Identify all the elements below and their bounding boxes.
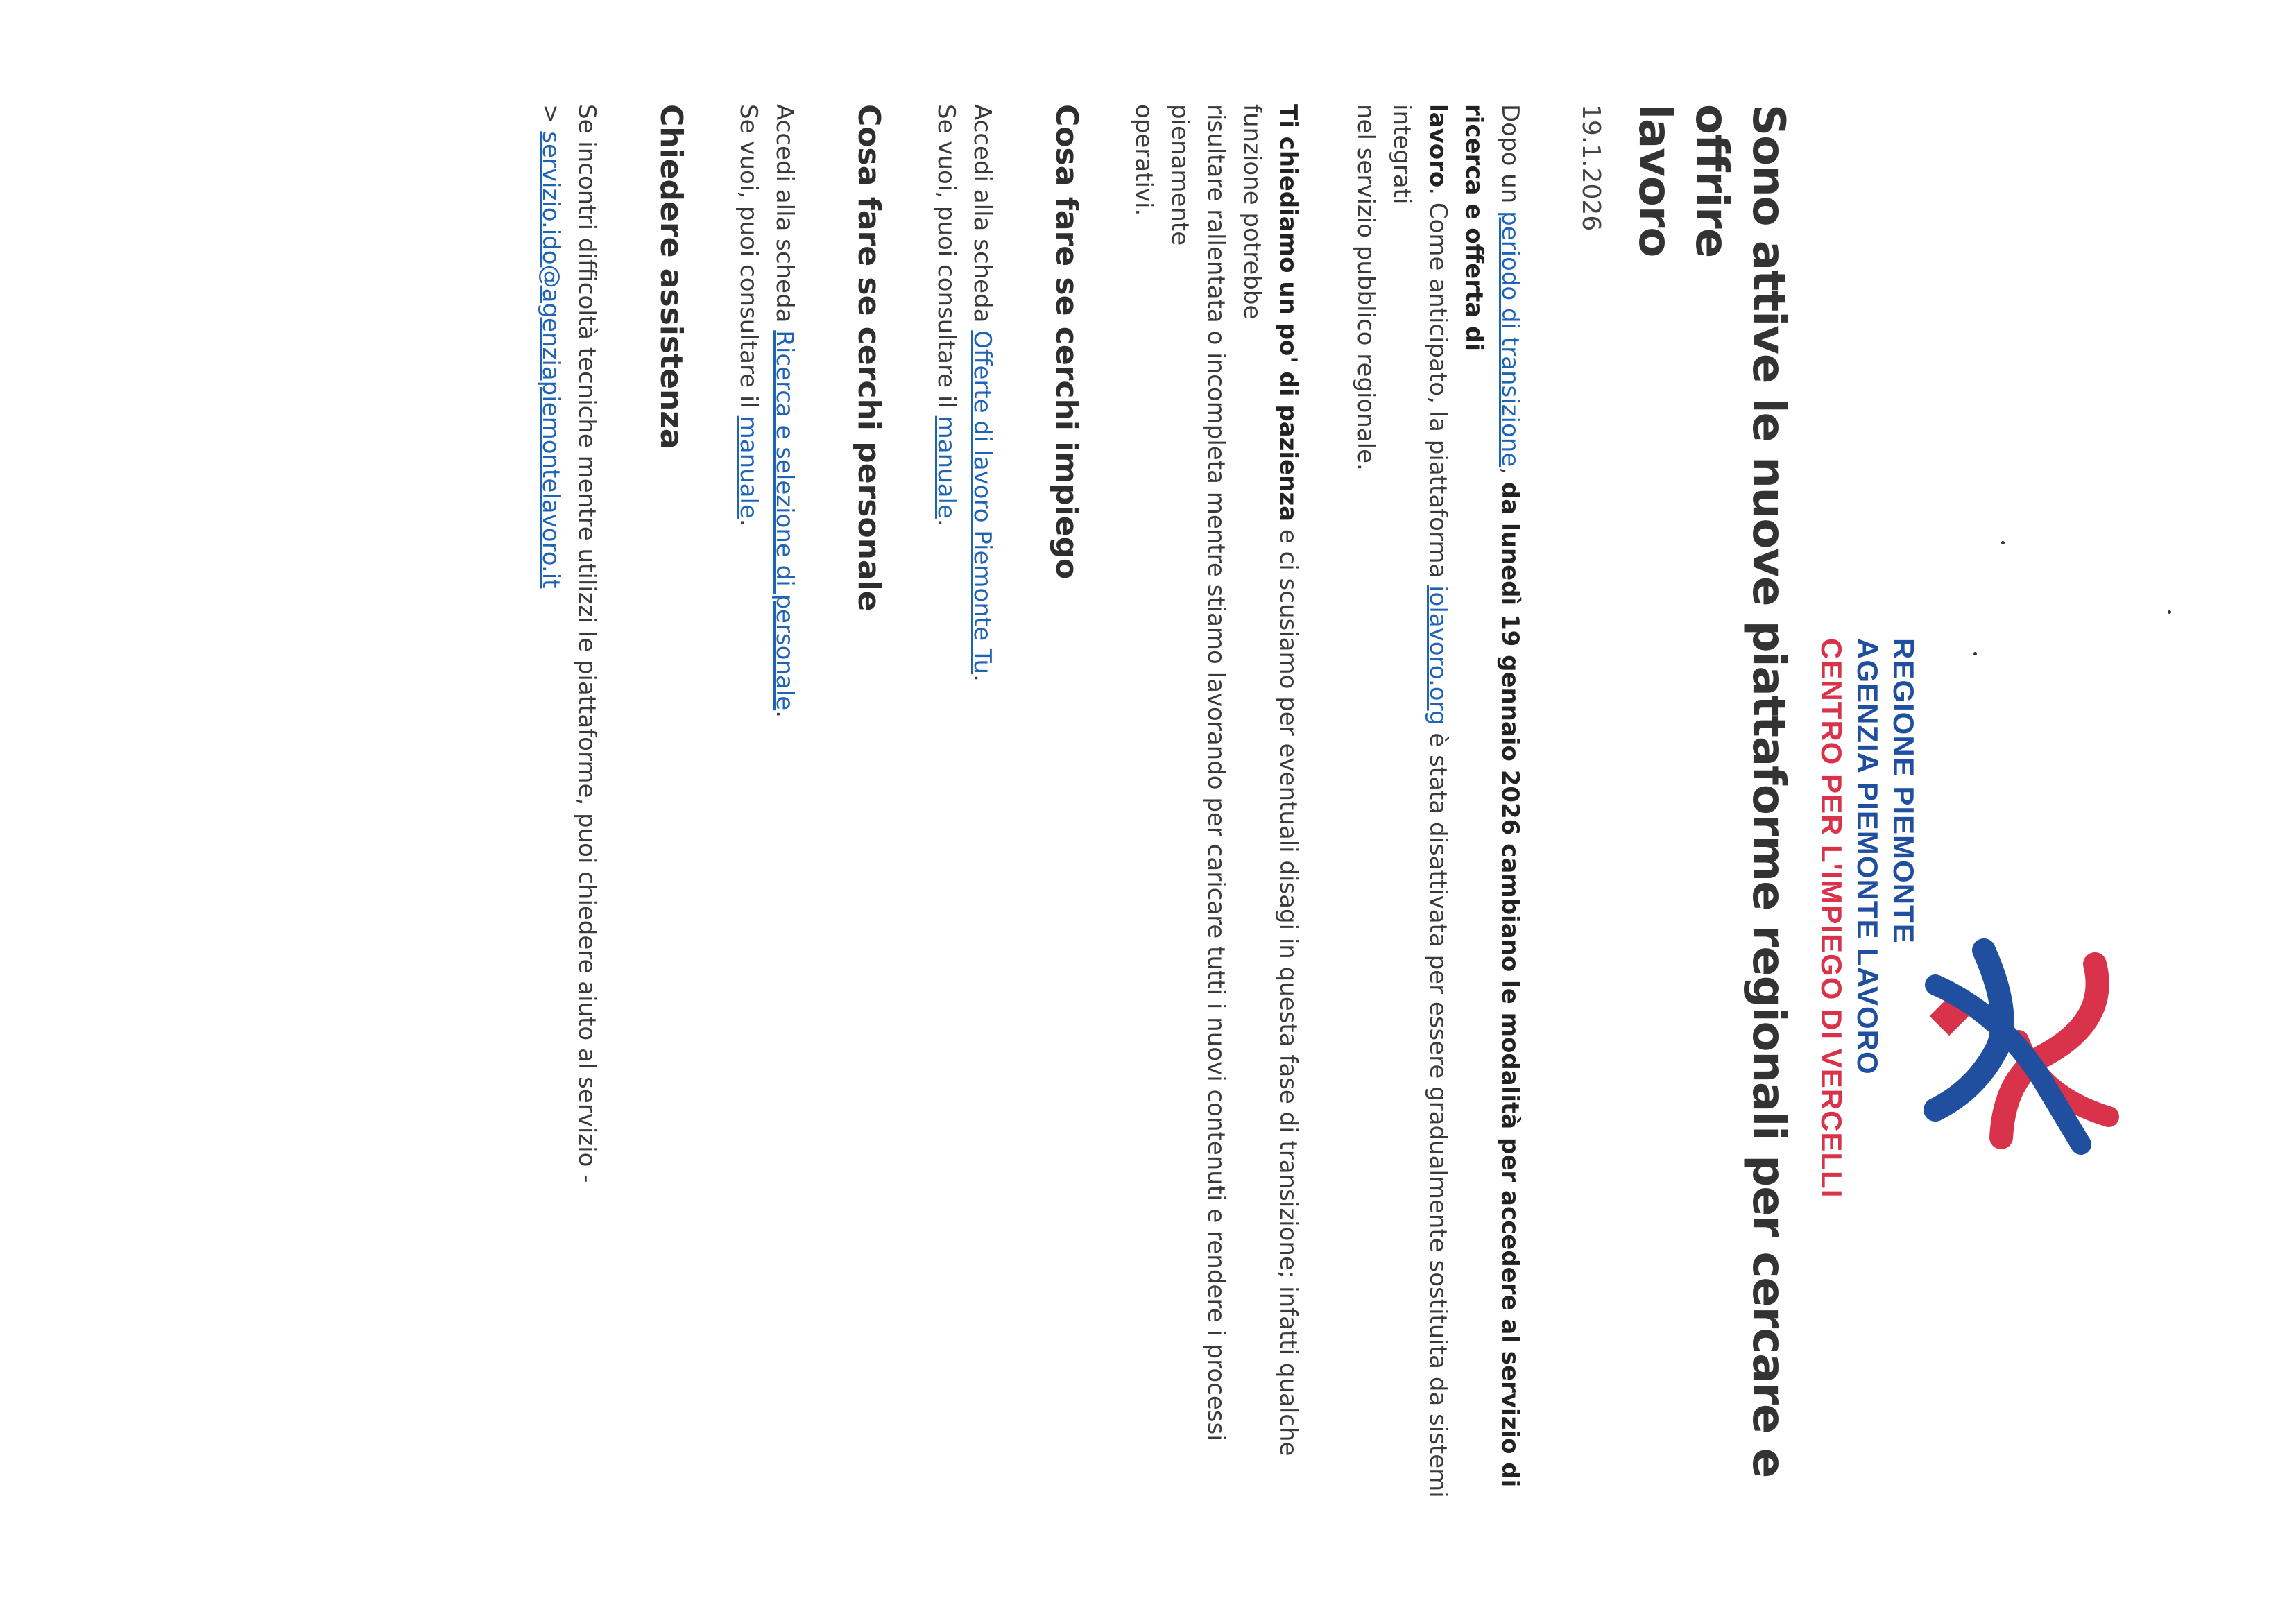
scan-speck (1973, 652, 1977, 655)
job-manual-link[interactable]: manuale (932, 415, 960, 519)
intro-line-3: nel servizio pubblico regionale. (1352, 104, 1380, 471)
job-text: . (932, 518, 960, 526)
section-heading-job-seekers: Cosa fare se cerchi impiego (1049, 104, 1084, 580)
publication-date: 19.1.2026 (1577, 104, 1605, 232)
job-line-1 (964, 104, 1000, 1547)
section-employers (730, 104, 803, 1547)
intro-text: . Come anticipato, la piattaforma (1424, 187, 1452, 586)
patience-bold-text: Ti chiediamo un po' di pazienza (1274, 104, 1302, 522)
job-text: . (968, 674, 996, 682)
intro-text: , (1496, 467, 1524, 482)
section-heading-employers: Cosa fare se cerchi personale (851, 104, 886, 612)
help-text: > (537, 104, 565, 132)
intro-text: Dopo un (1496, 104, 1524, 212)
staff-text: Se vuoi, puoi consultare il (735, 104, 762, 416)
job-text: Accedi alla scheda (968, 104, 996, 331)
intro-line-1 (1456, 104, 1528, 1547)
intro-bold-text: da lunedì 19 gennaio 2026 cambiano le modalità per accedere al servizio di ricerca e offerta di (1460, 104, 1524, 1488)
logo-line-agency: AGENZIA PIEMONTE LAVORO (1851, 638, 1884, 1075)
staff-text: . (735, 518, 762, 526)
recruitment-link[interactable]: Ricerca e selezione di personale (771, 330, 798, 711)
job-offers-link[interactable]: Offerte di lavoro Piemonte Tu (968, 330, 996, 675)
section-assistance (533, 104, 605, 1547)
staff-line-1 (766, 104, 803, 1547)
intro-line-2 (1384, 104, 1456, 1547)
help-line-2 (533, 104, 569, 1547)
staff-line-2 (730, 104, 766, 1547)
agency-logo (1815, 638, 2123, 1526)
agency-logo-mark-icon (1921, 936, 2123, 1158)
page-title-line-1: Sono attive le nuove piattaforme regionali per cercare e offrire (1686, 104, 1794, 1478)
intro-text: è stata disattivata per essere gradualmente sostituita da sistemi integrati (1388, 104, 1452, 1498)
intro-paragraph (1348, 104, 1528, 1547)
logo-line-region: REGIONE PIEMONTE (1887, 638, 1920, 944)
section-heading-assistance: Chiedere assistenza (653, 104, 689, 449)
staff-text: . (771, 710, 798, 719)
support-email-link[interactable]: servizio.ido@agenziapiemontelavoro.it (537, 131, 565, 589)
scan-speck (2168, 610, 2171, 614)
agency-logo-text (1813, 638, 1921, 1457)
help-line-1: Se incontri difficoltà tecniche mentre utilizzi le piattaforme, puoi chiedere aiuto al servizio - (573, 104, 601, 1183)
iolavoro-link[interactable]: iolavoro.org (1424, 585, 1452, 725)
transition-period-link[interactable]: periodo di transizione (1496, 211, 1524, 467)
logo-line-center: CENTRO PER L'IMPIEGO DI VERCELLI (1815, 638, 1848, 1199)
scan-speck (2001, 541, 2005, 544)
page-title-line-2: lavoro (1629, 104, 1680, 257)
patience-text: e ci scusiamo per eventuali disagi in questa fase di transizione; infatti qualche funzione potrebbe (1238, 104, 1302, 1457)
section-job-seekers (928, 104, 1000, 1547)
patience-line-2: risultare rallentata o incompleta mentre stiamo lavorando per caricare tutti i nuovi contenuti e rendere i processi pienamente (1166, 104, 1230, 1441)
staff-manual-link[interactable]: manuale (735, 415, 762, 519)
patience-line-3: operativi. (1130, 104, 1158, 216)
page-title (1626, 104, 1797, 1547)
job-text: Se vuoi, puoi consultare il (932, 104, 960, 416)
intro-bold-text: lavoro (1424, 104, 1452, 188)
patience-line-1 (1234, 104, 1306, 1547)
patience-paragraph (1126, 104, 1306, 1547)
article (491, 104, 1797, 1547)
job-line-2 (928, 104, 964, 1547)
staff-text: Accedi alla scheda (771, 104, 798, 331)
